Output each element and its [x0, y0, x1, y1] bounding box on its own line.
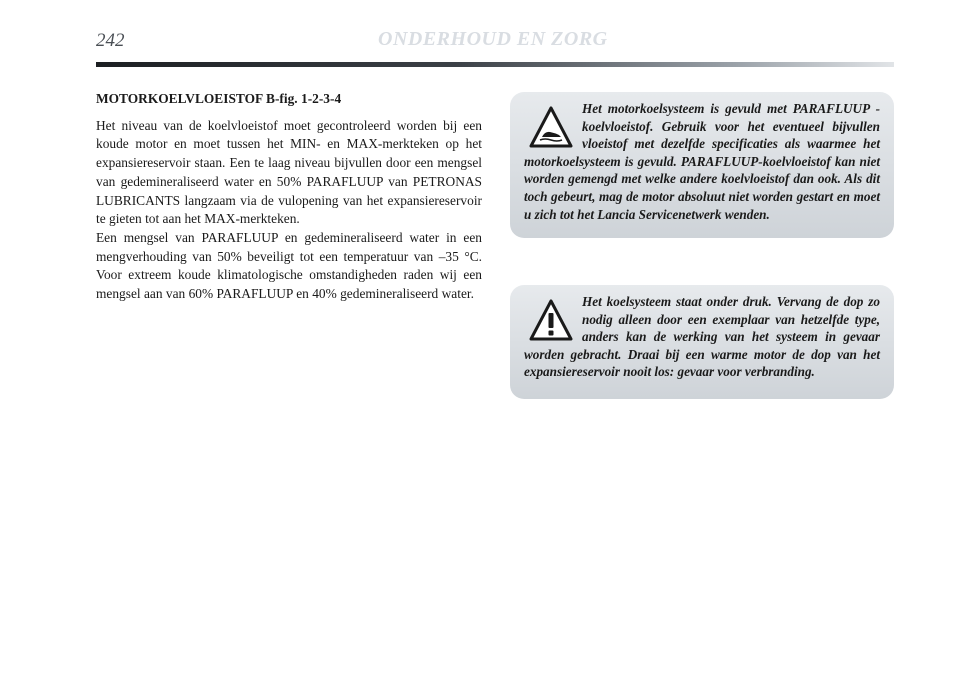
- warning-text-pressure: Het koelsysteem staat onder druk. Vervang de dop zo nodig alleen door een exemplaar van hetzelfde type, anders kan de werking van het systeem in gevaar worden gebracht. Draai bij een warme motor de dop van het expansiereservoir nooit los: gevaar voor verbranding.: [524, 294, 880, 380]
- section-heading: MOTORKOELVLOEISTOF B-fig. 1-2-3-4: [96, 91, 342, 106]
- warning-text-coolant: Het motorkoelsysteem is gevuld met PARAFLUUP -koelvloeistof. Gebruik voor het eventueel bijvullen vloeistof met dezelfde specificaties als waarmee het motorkoelsysteem is gevuld. PARAFLUUP-koelvloeistof kan niet worden gemengd met welke andere koelvloeistof dan ook. Als dit toch gebeurt, mag de motor absoluut niet worden gestart en moet u zich tot het Lancia Servicenetwerk wenden.: [524, 101, 880, 222]
- paragraph-2: Een mengsel van PARAFLUUP en gedemineraliseerd water in een mengverhouding van 50% beveiligt tot een temperatuur van –35 °C. Voor extreem koude klimatologische omstandigheden raden wij een mengsel aan van 60% PARAFLUUP en 40% gedemineraliseerd water.: [96, 229, 482, 302]
- warning-box-pressure: [510, 285, 894, 399]
- danger-warning-icon: [528, 297, 574, 345]
- page-number: 242: [96, 30, 125, 51]
- main-column: [96, 90, 482, 304]
- section-title: ONDERHOUD EN ZORG: [378, 28, 608, 50]
- warning-box-coolant: [510, 92, 894, 238]
- header-rule: [96, 62, 894, 67]
- environment-warning-icon: [528, 104, 574, 152]
- paragraph-1: Het niveau van de koelvloeistof moet gecontroleerd worden bij een koude motor en moet tussen het MIN- en MAX-merkteken op het expansiereservoir staan. Een te laag niveau bijvullen door een mengsel van gedemineraliseerd water en 50% PARAFLUUP van PETRONAS LUBRICANTS langzaam via de vulopening van het expansiereservoir te gieten tot aan het MAX-merkteken.: [96, 117, 482, 227]
